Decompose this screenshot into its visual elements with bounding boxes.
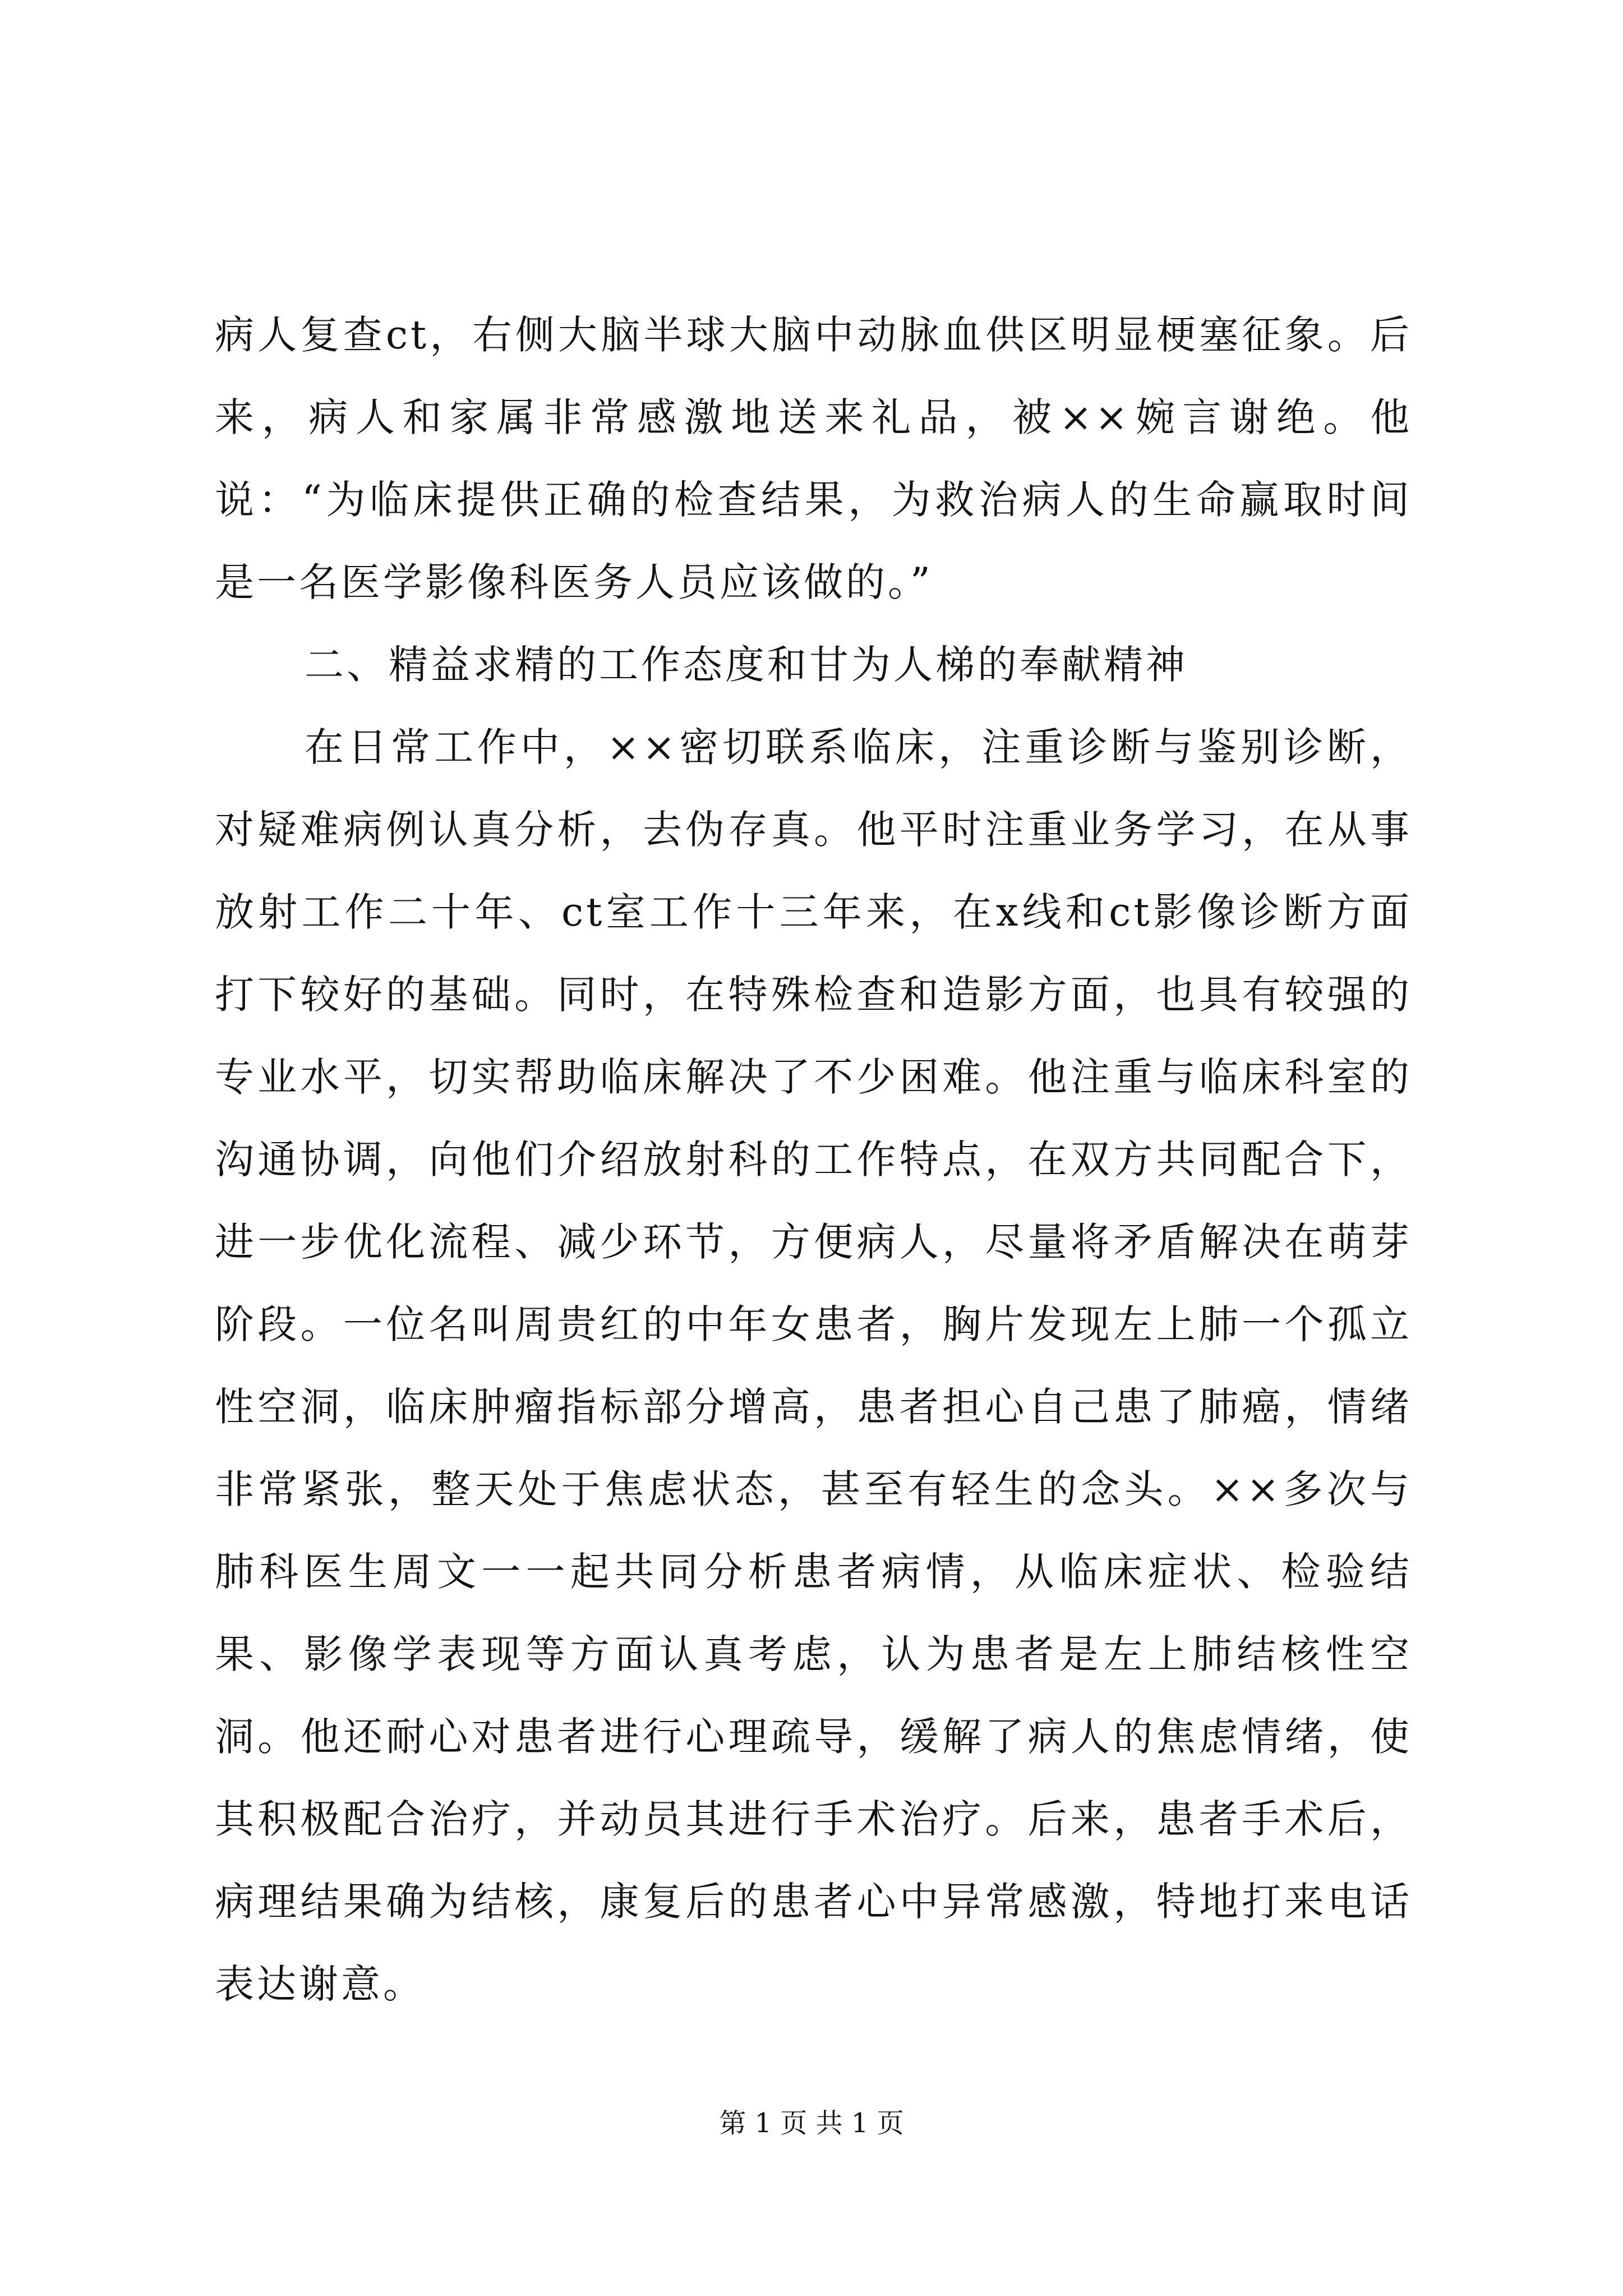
page-footer: 第 1 页 共 1 页 — [719, 2108, 904, 2139]
section-heading: 二、精益求精的工作态度和甘为人梯的奉献精神 — [305, 642, 1188, 688]
paragraph-daily-work: 在日常工作中，××密切联系临床，注重诊断与鉴别诊断，对疑难病例认真分析，去伪存真。他平时注重业务学习，在从事放射工作二十年、ct室工作十三年来，在x线和ct影像诊断方面打下较好的基础。同时，在特殊检查和造影方面，也具有较强的专业水平，切实帮助临床解决了不少困难。他注重与临床科室的沟通协调，向他们介绍放射科的工作特点，在双方共同配合下，进一步优化流程、减少环节，方便病人，尽量将矛盾解决在萌芽阶段。一位名叫周贵红的中年女患者，胸片发现左上肺一个孤立性空洞，临床肿瘤指标部分增高，患者担心自己患了肺癌，情绪非常紧张，整天处于焦虑状态，甚至有轻生的念头。××多次与肺科医生周文一一起共同分析患者病情，从临床症状、检验结果、影像学表现等方面认真考虑，认为患者是左上肺结核性空洞。他还耐心对患者进行心理疏导，缓解了病人的焦虑情绪，使其积极配合治疗，并动员其进行手术治疗。后来，患者手术后，病理结果确为结核，康复后的患者心中异常感激，特地打来电话表达谢意。 — [215, 724, 1412, 2007]
document-body — [215, 294, 1412, 2026]
paragraph-case-thanks: 病人复查ct，右侧大脑半球大脑中动脉血供区明显梗塞征象。后来，病人和家属非常感激地送来礼品，被××婉言谢绝。他说：“为临床提供正确的检查结果，为救治病人的生命赢取时间是一名医学影像科医务人员应该做的。” — [215, 312, 1412, 605]
